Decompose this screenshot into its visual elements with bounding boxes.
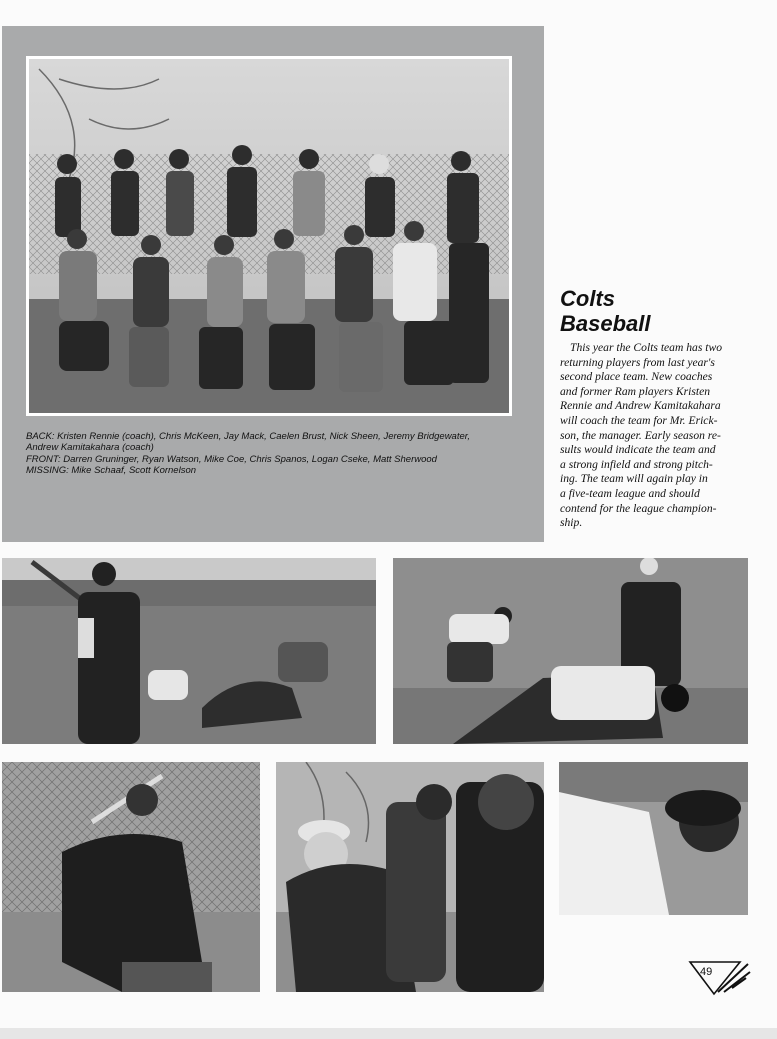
story-line: a five-team league and should [560, 486, 700, 500]
swing-follow-through-photo [559, 762, 748, 915]
page-number-badge [688, 958, 752, 998]
caption-line-missing: MISSING: Mike Schaaf, Scott Kornelson [26, 464, 197, 476]
story-line: second place team. New coaches [560, 370, 713, 384]
batter-photo [2, 762, 260, 992]
caption-line-back: BACK: Kristen Rennie (coach), Chris McKeen, Jay Mack, Caelen Brust, Nick Sheen, Jeremy Bridgewater, [26, 431, 471, 442]
story-line: contend for the league champion- [560, 501, 717, 515]
page-edge [0, 1028, 777, 1039]
team-photo [26, 56, 512, 416]
caption-line-back-cont: Andrew Kamitakahara (coach) [26, 442, 154, 454]
story-line: Rennie and Andrew Kamitakahara [560, 399, 721, 413]
story-line: a strong infield and strong pitch- [560, 457, 713, 471]
story-line: ship. [560, 516, 583, 530]
warmup-huddle-photo [276, 762, 544, 992]
story-line: and former Ram players Kristen [560, 384, 711, 398]
caption-line-front: FRONT: Darren Gruninger, Ryan Watson, Mike Coe, Chris Spanos, Logan Cseke, Matt Sherwood [26, 453, 437, 465]
headline-line-2: Baseball [560, 311, 651, 336]
batting-practice-photo [2, 558, 376, 744]
story-line: This year the Colts team has two [570, 341, 723, 354]
story-line: ing. The team will again play in [560, 472, 708, 486]
story-line: will coach the team for Mr. Erick- [560, 413, 718, 427]
headline-line-1: Colts [560, 286, 615, 311]
story-text [560, 341, 748, 531]
stretching-drill-photo [393, 558, 748, 744]
page-number: 49 [700, 966, 713, 978]
section-headline [560, 286, 651, 336]
story-line: returning players from last year's [560, 355, 715, 369]
story-line: son, the manager. Early season re- [560, 428, 721, 442]
team-photo-caption [26, 431, 526, 476]
story-line: sults would indicate the team and [560, 443, 716, 457]
